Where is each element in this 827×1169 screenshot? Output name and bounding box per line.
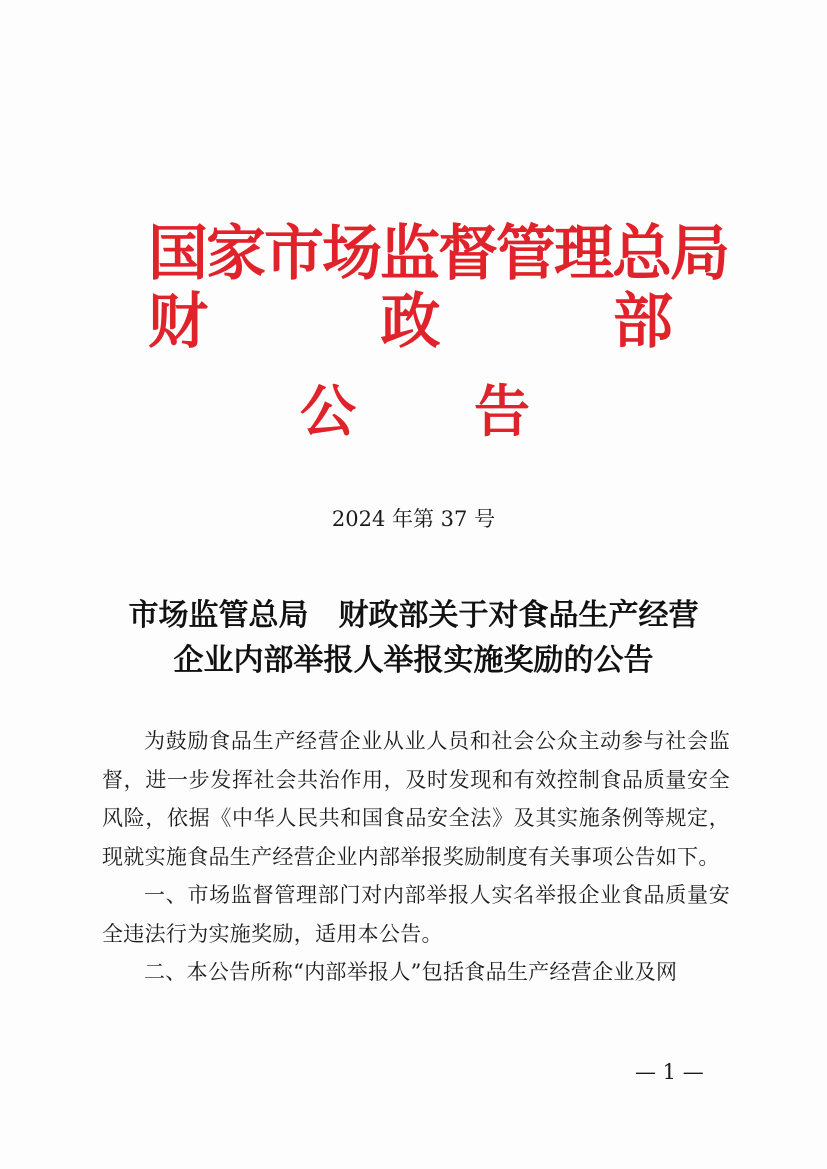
org-char-3: 部 (613, 287, 673, 357)
document-title-line-1: 市场监管总局 财政部关于对食品生产经营 (128, 598, 699, 633)
document-title-line-2: 企业内部举报人举报实施奖励的公告 (173, 643, 654, 678)
page-number: — 1 — (635, 1060, 704, 1084)
heading-char-1: 公 (300, 379, 356, 445)
issuing-org-line-1: 国家市场监督管理总局 (148, 219, 728, 289)
document-number: 2024 年第 37 号 (331, 507, 496, 531)
issuing-org-line-2 (148, 287, 673, 357)
org-char-1: 财 (148, 287, 208, 357)
body-paragraph-intro: 为鼓励食品生产经营企业从业人员和社会公众主动参与社会监督，进一步发挥社会共治作用，及时发现和有效控制食品质量安全风险，依据《中华人民共和国食品安全法》及其实施条例等规定，现就实施食品生产经营企业内部举报奖励制度有关事项公告如下。 (102, 729, 730, 869)
org-char-2: 政 (380, 287, 441, 357)
announcement-heading (300, 380, 530, 444)
body-paragraph-1: 一、市场监督管理部门对内部举报人实名举报企业食品质量安全违法行为实施奖励，适用本公告。 (102, 883, 730, 946)
body-paragraph-2: 二、本公告所称“内部举报人”包括食品生产经营企业及网 (144, 960, 678, 984)
heading-char-2: 告 (474, 379, 530, 445)
document-body (102, 722, 730, 992)
